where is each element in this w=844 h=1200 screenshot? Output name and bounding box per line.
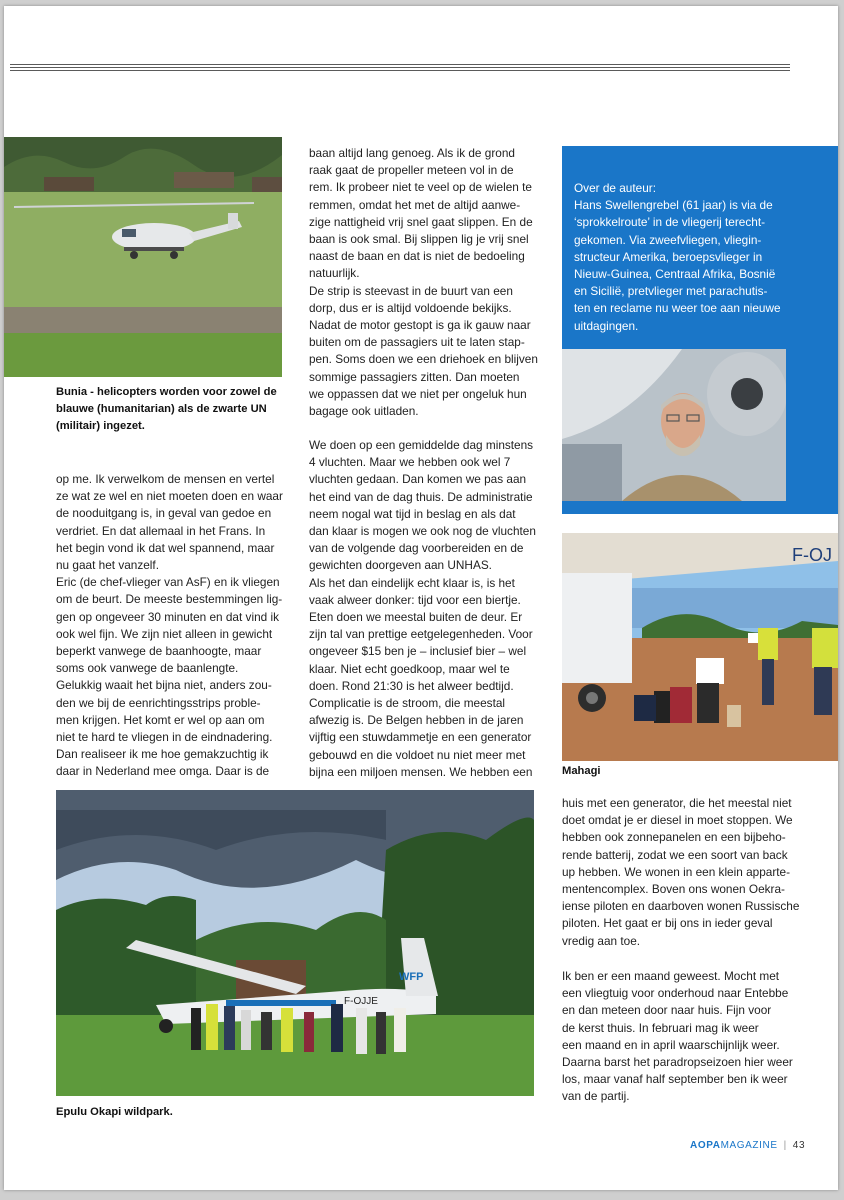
bunia-caption: Bunia - helicopters worden voor zowel de blauwe (humanitarian) als de zwarte UN (militair) ingezet.: [56, 386, 277, 432]
mahagi-photo: [562, 533, 838, 761]
bunia-helicopter-photo: [4, 137, 282, 377]
mahagi-caption: Mahagi: [562, 765, 601, 777]
epulu-photo: [56, 790, 534, 1096]
footer-brand: AOPA: [690, 1140, 721, 1151]
footer-magazine: MAGAZINE: [720, 1140, 778, 1151]
epulu-registration: F-OJJE: [344, 996, 378, 1007]
mahagi-registration: F-OJ: [792, 545, 832, 565]
middle-column-text-2: We doen op een gemiddelde dag minstens 4 vluchten. Maar we hebben ook wel 7 vluchten gedaan. Dan komen we pas aan het eind van de dag thuis. De administratie neem nogal wat tijd in beslag en als dat dan klaar is mogen we ook nog de vluchten van de volgende dag voorbereiden en de gewichten doorgeven aan UNHAS. Als het dan eindelijk echt klaar is, is het vaak alweer donker: tijd voor een biertje. Eten doen we meestal buiten de deur. Er zijn tal van prettige eetgelegenheden. Voor ongeveer $15 ben je – inclusief bier – wel klaar. Niet echt goedkoop, maar wel te doen. Rond 21:30 is het alweer bedtijd. Complicatie is de stroom, die meestal afwezig is. De Belgen hebben in de jaren vijftig een stuwdammetje en een generator gebouwd en die voldoet nu niet meer met bijna een miljoen mensen. We hebben een: [309, 438, 536, 779]
author-info-text: [574, 180, 832, 335]
left-column-text: op me. Ik verwelkom de mensen en vertel ze wat ze wel en niet moeten doen en waar de nooduitgang is, in geval van gedoe en verdriet. En dat allemaal in het Frans. In het begin vond ik dat wel spannend, maar nu gaat het vanzelf. Eric (de chef-vlieger van AsF) en ik vliegen om de beurt. De meeste bestemmingen lig- gen op ongeveer 30 minuten en dat vind ik ook wel fijn. We zijn niet alleen in gewicht beperkt vanwege de baanhoogte, maar soms ook vanwege de baanlengte. Gelukkig waait het bijna niet, anders zou- den we bij de eenrichtingsstrips proble- men krijgen. Het komt er wel op aan om niet te hard te vliegen in de eindnadering. Dan realiseer ik me hoe gemakzuchtig ik daar in Nederland mee omga. Daar is de: [56, 472, 283, 779]
header-rule-1: [10, 64, 790, 65]
header-rule-2: [10, 67, 790, 68]
epulu-wfp-marking: WFP: [399, 971, 424, 983]
page-number: 43: [792, 1140, 806, 1151]
magazine-page: [4, 6, 838, 1190]
author-portrait-photo: [562, 349, 786, 501]
right-column-text-2: Ik ben er een maand geweest. Mocht met een vliegtuig voor onderhoud naar Entebbe en dan meteen door naar huis. Fijn voor de kerst thuis. In februari mag ik weer een maand en in april waarschijnlijk weer. Daarna barst het paradropseizoen hier weer los, maar vanaf half september ben ik weer van de partij.: [562, 969, 793, 1104]
author-heading: Over de auteur:: [574, 181, 656, 195]
header-rule-3: [10, 70, 790, 71]
middle-column-text-1: baan altijd lang genoeg. Als ik de grond raak gaat de propeller meteen vol in de rem. Ik probeer niet te veel op de wielen te remmen, omdat het met de altijd aanwe- zige nattigheid vrij snel gaat slippen. En de baan is ook smal. Bij slippen lig je vrij snel naast de baan en dat is niet de bedoeling natuurlijk. De strip is steevast in de buurt van een dorp, dus er is altijd voldoende bekijks. Nadat de motor gestopt is ga ik gauw naar buiten om de passagiers uit te laten stap- pen. Soms doen we een driehoek en blijven sommige passagiers zitten. Dan moeten we oppassen dat we niet per ongeluk hun bagage ook uitladen.: [309, 146, 538, 419]
author-bio: Hans Swellengrebel (61 jaar) is via de ‘sprokkelroute’ in de vliegerij terecht- gekomen. Via zweefvliegen, vliegin- structeur Amerika, beroepsvlieger in Nieuw-Guinea, Centraal Afrika, Bosnië en Sicilië, pretvlieger met parachutis- ten en reclame nu weer toe aan nieuwe uitdagingen.: [574, 198, 781, 333]
footer-separator: |: [783, 1140, 787, 1151]
page-footer: [690, 1140, 805, 1151]
epulu-caption: Epulu Okapi wildpark.: [56, 1106, 173, 1118]
right-column-text-1: huis met een generator, die het meestal niet doet omdat je er diesel in moet stoppen. We hebben ook zonnepanelen en een bijbeho- rende batterij, zodat we een soort van back up hebben. We wonen in een klein apparte- mentencomplex. Boven ons wonen Oekra- iense piloten en daarboven wonen Russische piloten. Het gaat er bij ons in ieder geval vredig aan toe.: [562, 796, 800, 948]
